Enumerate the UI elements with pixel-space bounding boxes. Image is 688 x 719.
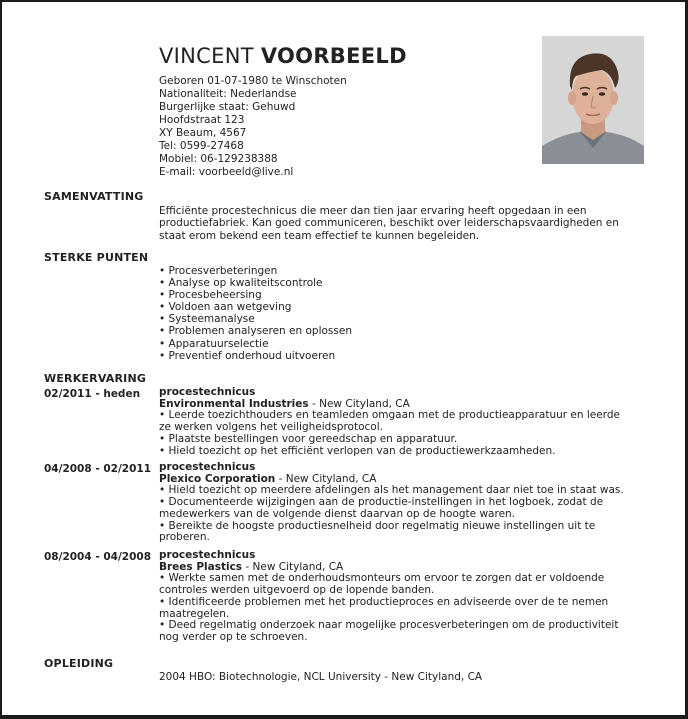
job-title: procestechnicus <box>159 549 256 561</box>
contact-nationality: Nationaliteit: Nederlandse <box>159 88 297 100</box>
job-company: Brees Plastics <box>159 560 243 573</box>
job-bullet: • Hield toezicht op het efficiënt verlopen van de productiewerkzaamheden. <box>159 444 556 457</box>
job-title: procestechnicus <box>159 461 256 473</box>
job-dates: 04/2008 - 02/2011 <box>44 463 152 475</box>
contact-details <box>159 75 347 179</box>
list-item: • Problemen analyseren en oplossen <box>159 325 352 338</box>
profile-photo <box>542 36 644 164</box>
list-item: • Preventief onderhoud uitvoeren <box>159 349 336 362</box>
experience-heading: WERKERVARING <box>44 372 147 385</box>
job-bullet: controles werden uitgevoerd op de lopende banden. <box>159 584 435 597</box>
contact-marital-status: Burgerlijke staat: Gehuwd <box>159 101 296 113</box>
list-item: • Voldoen aan wetgeving <box>159 301 292 314</box>
job-bullet: ze werken volgens het veiligheidsprotocol. <box>159 421 383 434</box>
strengths-list <box>159 265 352 362</box>
job-bullet: proberen. <box>159 531 210 544</box>
job-bullet: • Bereikte de hoogste productiesnelheid door regelmatig nieuwe instellingen uit te <box>159 519 596 532</box>
list-item: • Procesverbeteringen <box>159 265 278 277</box>
education-heading: OPLEIDING <box>44 657 114 670</box>
job-entry <box>159 387 649 457</box>
job-bullet: maatregelen. <box>159 607 230 620</box>
job-bullet: • Werkte samen met de onderhoudsmonteurs om ervoor te zorgen dat er voldoende <box>159 572 605 585</box>
list-item: • Analyse op kwaliteitscontrole <box>159 277 323 290</box>
list-item: • Apparatuurselectie <box>159 337 269 350</box>
job-location: - New Cityland, CA <box>242 560 344 573</box>
job-entry <box>159 550 649 644</box>
job-bullet: • Identificeerde problemen met het productieproces en adviseerde over de te nemen <box>159 595 609 608</box>
education-text: 2004 HBO: Biotechnologie, NCL University - New Cityland, CA <box>159 671 483 683</box>
list-item: • Procesbeheersing <box>159 289 262 302</box>
contact-city: XY Beaum, 4567 <box>159 127 247 139</box>
job-company: Environmental Industries <box>159 397 309 410</box>
job-dates: 08/2004 - 04/2008 <box>44 551 152 563</box>
job-title: procestechnicus <box>159 386 256 398</box>
contact-mobile: Mobiel: 06-129238388 <box>159 153 278 165</box>
contact-email: E-mail: voorbeeld@live.nl <box>159 166 294 178</box>
contact-street: Hoofdstraat 123 <box>159 114 245 126</box>
contact-birth: Geboren 01-07-1980 te Winschoten <box>159 75 347 87</box>
job-bullet: medewerkers van de volgende dienst daarvan op de hoogte waren. <box>159 507 516 520</box>
job-bullet: • Plaatste bestellingen voor gereedschap en apparatuur. <box>159 432 458 445</box>
job-location: - New Cityland, CA <box>275 472 377 485</box>
job-entry <box>159 462 649 544</box>
job-bullet: • Leerde toezichthouders en teamleden omgaan met de productieapparatuur en leerde <box>159 409 620 422</box>
first-name: VINCENT <box>159 44 254 68</box>
job-dates: 02/2011 - heden <box>44 388 141 400</box>
job-location: - New Cityland, CA <box>308 397 410 410</box>
candidate-name <box>159 44 407 68</box>
contact-phone: Tel: 0599-27468 <box>159 140 244 152</box>
last-name: VOORBEELD <box>260 44 407 68</box>
job-bullet: nog verder op te schroeven. <box>159 630 308 643</box>
job-bullet: • Hield toezicht op meerdere afdelingen als het management daar niet toe in staat was. <box>159 484 624 497</box>
strengths-heading: STERKE PUNTEN <box>44 251 149 264</box>
job-bullet: • Deed regelmatig onderzoek naar mogelijke procesverbeteringen om de productiviteit <box>159 619 619 632</box>
summary-text: Efficiënte procestechnicus die meer dan tien jaar ervaring heeft opgedaan in een productiefabriek. Kan goed communiceren, beschikt over leiderschapsvaardigheden en staat erom bekend een team effectief te kunnen begeleiden. <box>159 205 619 242</box>
summary-heading: SAMENVATTING <box>44 190 144 203</box>
job-bullet: • Documenteerde wijzigingen aan de productie-instellingen in het logboek, zodat de <box>159 496 604 509</box>
job-company: Plexico Corporation <box>159 472 276 485</box>
list-item: • Systeemanalyse <box>159 313 255 326</box>
